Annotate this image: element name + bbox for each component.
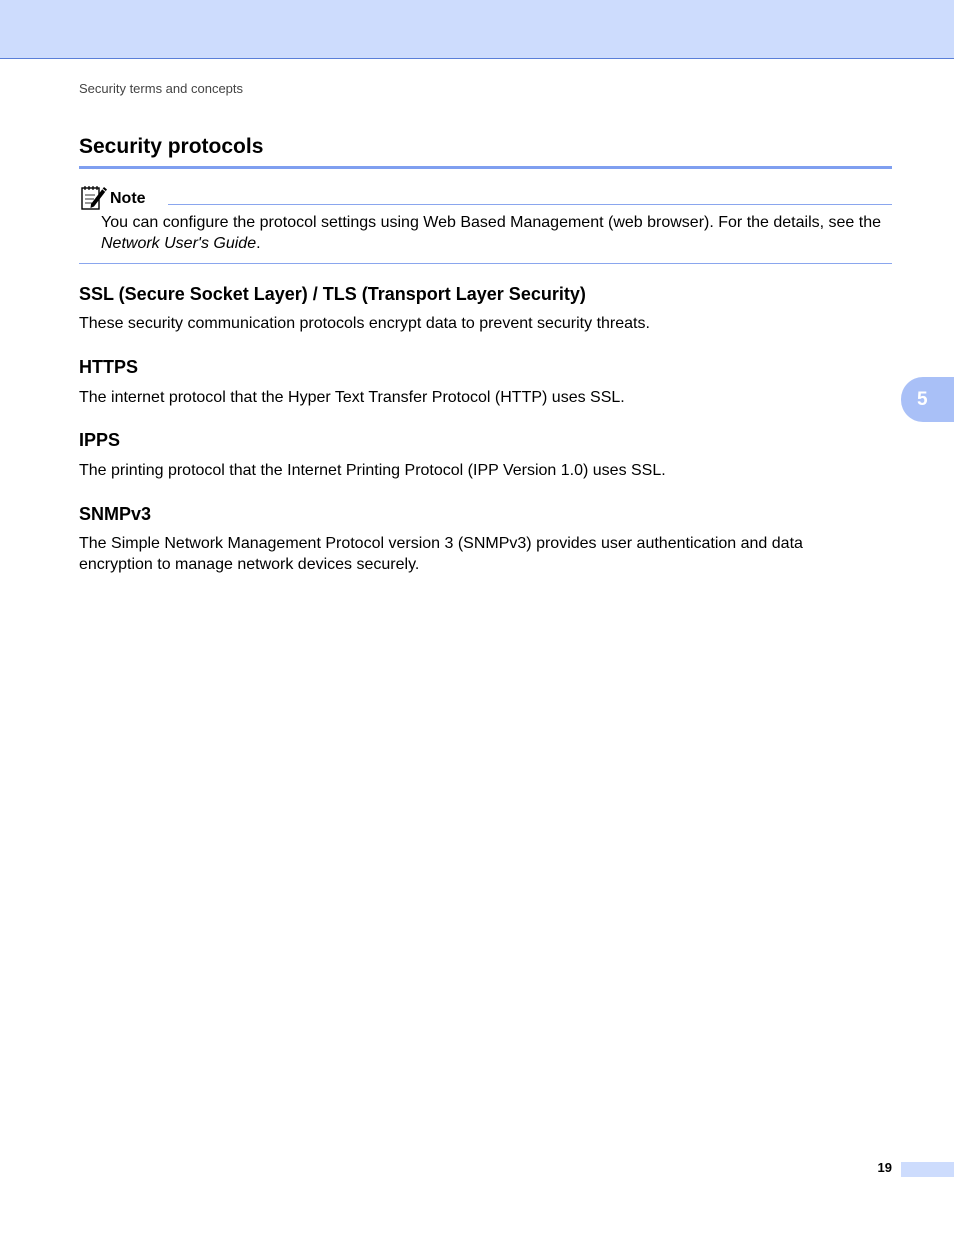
page-number: 19	[877, 1160, 892, 1175]
ipps-text: The printing protocol that the Internet Printing Protocol (IPP Version 1.0) uses SSL.	[79, 462, 666, 479]
note-label: Note	[110, 190, 146, 207]
note-text: You can configure the protocol settings using Web Based Management (web browser). For the details, see the Network User's Guide.	[101, 214, 881, 252]
note-pencil-icon	[80, 183, 108, 211]
note-top-rule	[168, 204, 892, 205]
https-text: The internet protocol that the Hyper Text Transfer Protocol (HTTP) uses SSL.	[79, 389, 625, 406]
section-title: Security protocols	[79, 135, 264, 158]
header-band	[0, 0, 954, 59]
https-heading: HTTPS	[79, 357, 139, 377]
title-rule	[79, 166, 892, 169]
ssl-tls-heading: SSL (Secure Socket Layer) / TLS (Transport Layer Security)	[79, 284, 586, 304]
note-bottom-rule	[79, 263, 892, 264]
snmpv3-text: The Simple Network Management Protocol version 3 (SNMPv3) provides user authentication and data encryption to manage network devices securely.	[79, 535, 803, 573]
ipps-heading: IPPS	[79, 430, 121, 450]
snmpv3-heading: SNMPv3	[79, 504, 152, 524]
running-header: Security terms and concepts	[79, 81, 244, 96]
footer-bar	[901, 1162, 954, 1177]
ssl-tls-text: These security communication protocols encrypt data to prevent security threats.	[79, 315, 650, 332]
guide-title: Network User's Guide	[101, 235, 257, 252]
chapter-tab: 5	[901, 377, 954, 422]
